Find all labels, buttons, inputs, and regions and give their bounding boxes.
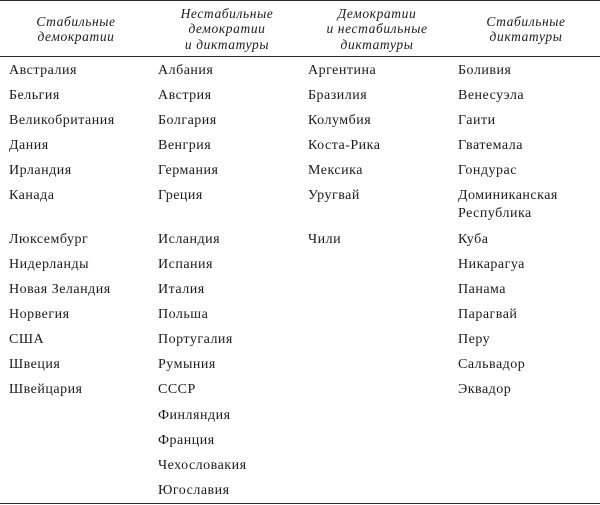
- country-cell: Боливия: [458, 63, 512, 78]
- country-cell: Греция: [158, 188, 203, 203]
- country-cell: Гондурас: [458, 163, 517, 178]
- country-cell: Франция: [158, 433, 215, 448]
- country-cell: Албания: [158, 63, 214, 78]
- country-cell: Гаити: [458, 113, 496, 128]
- country-cell: Парагвай: [458, 307, 518, 322]
- country-cell: Люксембург: [9, 232, 89, 247]
- header-line: и нестабильные: [326, 21, 428, 37]
- country-cell: Колумбия: [308, 113, 372, 128]
- country-cell: Чили: [308, 232, 342, 247]
- bottom-rule: [0, 503, 600, 504]
- country-cell: Сальвадор: [458, 357, 526, 372]
- country-cell: Ирландия: [9, 163, 72, 178]
- country-cell: Португалия: [158, 332, 233, 347]
- country-cell: Исландия: [158, 232, 221, 247]
- country-cell: Бразилия: [308, 88, 368, 103]
- header-stable-dictatorships: [452, 4, 600, 54]
- country-cell: Никарагуа: [458, 257, 525, 272]
- country-cell: США: [9, 332, 45, 347]
- country-cell: Испания: [158, 257, 213, 272]
- country-cell: Польша: [158, 307, 209, 322]
- country-cell: Австрия: [158, 88, 212, 103]
- header-line: диктатуры: [340, 36, 414, 52]
- country-cell: Нидерланды: [9, 257, 89, 272]
- header-unstable-democracies-dictatorships: [152, 4, 302, 54]
- country-cell: Перу: [458, 332, 491, 347]
- header-line: Демократии: [337, 5, 417, 21]
- country-cell: Великобритания: [9, 113, 115, 128]
- country-cell: Аргентина: [308, 63, 377, 78]
- country-cell: Панама: [458, 282, 507, 297]
- country-cell: Австралия: [9, 63, 77, 78]
- header-line: Стабильные: [36, 13, 116, 29]
- header-line: демократии: [188, 21, 266, 37]
- country-cell: Дания: [9, 138, 49, 153]
- country-cell: Гватемала: [458, 138, 523, 153]
- country-cell: Германия: [158, 163, 219, 178]
- country-cell: Бельгия: [9, 88, 60, 103]
- country-cell: Коста-Рика: [308, 138, 381, 153]
- country-cell: Финляндия: [158, 408, 231, 423]
- header-stable-democracies: [0, 4, 152, 54]
- country-cell: Уругвай: [308, 188, 360, 203]
- country-cell: Швейцария: [9, 382, 83, 397]
- country-cell: Венгрия: [158, 138, 212, 153]
- header-line: и диктатуры: [184, 36, 270, 52]
- country-cell: Венесуэла: [458, 88, 525, 103]
- country-cell: Болгария: [158, 113, 217, 128]
- header-rule: [0, 56, 600, 57]
- header-line: демократии: [37, 29, 115, 44]
- country-cell: Италия: [158, 282, 205, 297]
- header-line: Стабильные: [486, 13, 566, 29]
- header-democracies-unstable-dictatorships: [302, 4, 452, 54]
- country-cell: Доминиканская Республика: [458, 188, 558, 221]
- top-rule: [0, 0, 600, 1]
- country-cell: Чехословакия: [158, 458, 247, 473]
- country-cell: Эквадор: [458, 382, 512, 397]
- header-line: диктатуры: [489, 29, 563, 44]
- header-line: Нестабильные: [180, 5, 274, 21]
- country-cell: Норвегия: [9, 307, 70, 322]
- country-cell: Куба: [458, 232, 489, 247]
- country-cell: Мексика: [308, 163, 363, 178]
- country-cell: Швеция: [9, 357, 61, 372]
- country-cell: Новая Зеландия: [9, 282, 111, 297]
- country-cell: Румыния: [158, 357, 216, 372]
- country-cell: Югославия: [158, 483, 230, 498]
- country-cell: СССР: [158, 382, 196, 397]
- country-cell: Канада: [9, 188, 55, 203]
